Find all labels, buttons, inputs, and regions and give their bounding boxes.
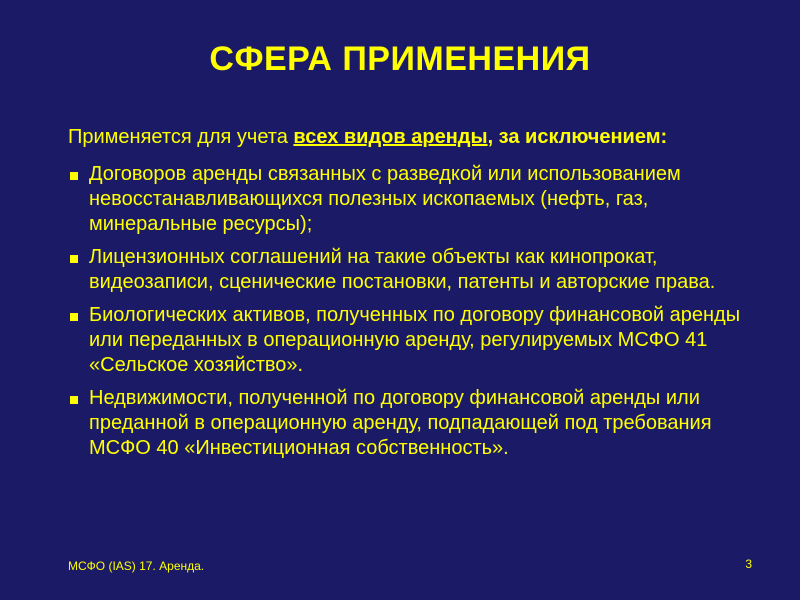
bullet-item — [68, 162, 768, 237]
bullet-item — [68, 303, 768, 378]
bullet-text: Недвижимости, полученной по договору финансовой аренды или преданной в операционную аренду, подпадающей под требования МСФО 40 «Инвестиционная собственность». — [89, 387, 712, 459]
bullet-text: Договоров аренды связанных с разведкой или использованием невосстанавливающихся полезных ископаемых (нефть, газ, минеральные ресурсы); — [89, 163, 681, 235]
bullet-item — [68, 245, 768, 295]
intro-line — [68, 124, 667, 150]
square-bullet-icon — [70, 396, 78, 404]
slide-title: СФЕРА ПРИМЕНЕНИЯ — [209, 40, 591, 78]
bullet-text: Биологических активов, полученных по договору финансовой аренды или переданных в операционную аренду, регулируемых МСФО 41 «Сельское хозяйство». — [89, 304, 741, 376]
intro-suffix: , за исключением: — [487, 126, 668, 148]
square-bullet-icon — [70, 313, 78, 321]
bullet-item — [68, 386, 768, 461]
intro-emphasis: всех видов аренды — [293, 126, 488, 148]
page-number: 3 — [745, 557, 752, 571]
bullet-text: Лицензионных соглашений на такие объекты как кинопрокат, видеозаписи, сценические постановки, патенты и авторские права. — [89, 246, 716, 293]
footer-caption: МСФО (IAS) 17. Аренда. — [68, 559, 205, 573]
intro-prefix: Применяется для учета — [68, 126, 294, 148]
square-bullet-icon — [70, 255, 78, 263]
square-bullet-icon — [70, 172, 78, 180]
bullet-list — [68, 162, 768, 469]
